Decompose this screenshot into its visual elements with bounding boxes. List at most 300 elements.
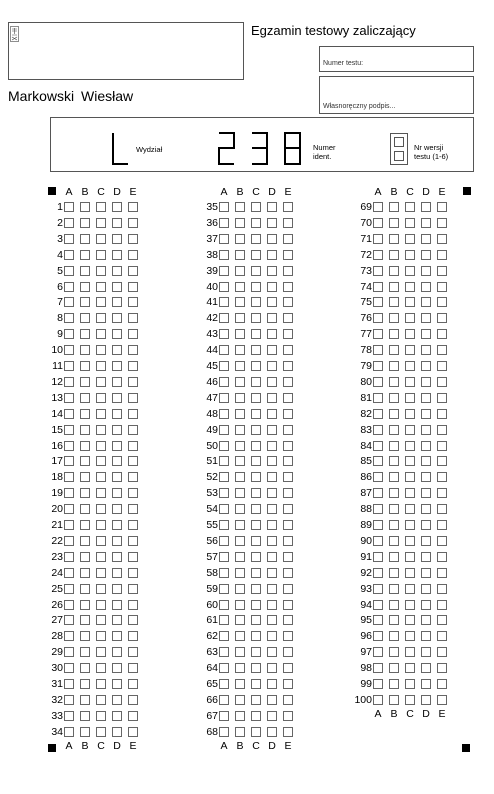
question-number: 25 <box>51 582 63 595</box>
ident-label: Numer ident. <box>313 143 336 161</box>
answer-checkbox-70-e[interactable] <box>437 218 447 228</box>
answer-checkbox-96-a[interactable] <box>373 631 383 641</box>
answer-checkbox-98-d[interactable] <box>421 663 431 673</box>
answer-checkbox-93-c[interactable] <box>405 584 415 594</box>
answer-checkbox-77-e[interactable] <box>437 329 447 339</box>
answer-checkbox-93-a[interactable] <box>373 584 383 594</box>
answer-checkbox-70-d[interactable] <box>421 218 431 228</box>
question-number: 85 <box>360 455 372 468</box>
question-number: 40 <box>206 280 218 293</box>
question-number: 52 <box>206 471 218 484</box>
question-row <box>0 550 372 566</box>
answer-checkbox-79-a[interactable] <box>373 361 383 371</box>
answer-checkbox-68-b[interactable] <box>235 727 245 737</box>
answer-checkbox-73-e[interactable] <box>437 266 447 276</box>
question-number: 6 <box>57 280 63 293</box>
question-row <box>0 518 372 534</box>
answer-checkbox-71-b[interactable] <box>389 234 399 244</box>
answer-checkbox-93-d[interactable] <box>421 584 431 594</box>
answer-checkbox-90-b[interactable] <box>389 536 399 546</box>
answer-checkbox-72-d[interactable] <box>421 250 431 260</box>
student-info-box <box>8 22 244 80</box>
answer-checkbox-89-d[interactable] <box>421 520 431 530</box>
answer-checkbox-94-b[interactable] <box>389 600 399 610</box>
answer-checkbox-83-e[interactable] <box>437 425 447 435</box>
answer-checkbox-81-b[interactable] <box>389 393 399 403</box>
answer-checkbox-90-c[interactable] <box>405 536 415 546</box>
answer-checkbox-77-a[interactable] <box>373 329 383 339</box>
answer-checkbox-83-b[interactable] <box>389 425 399 435</box>
answer-checkbox-74-e[interactable] <box>437 282 447 292</box>
answer-checkbox-82-a[interactable] <box>373 409 383 419</box>
question-row <box>0 232 372 248</box>
question-number: 84 <box>360 439 372 452</box>
answer-checkbox-67-d[interactable] <box>267 711 277 721</box>
question-number: 90 <box>360 534 372 547</box>
answer-checkbox-68-c[interactable] <box>251 727 261 737</box>
answer-checkbox-84-c[interactable] <box>405 441 415 451</box>
question-number: 32 <box>51 693 63 706</box>
answer-checkbox-81-e[interactable] <box>437 393 447 403</box>
answer-checkbox-74-a[interactable] <box>373 282 383 292</box>
question-number: 73 <box>360 264 372 277</box>
answer-checkbox-72-e[interactable] <box>437 250 447 260</box>
option-letter: E <box>129 186 137 198</box>
answer-checkbox-83-d[interactable] <box>421 425 431 435</box>
answer-checkbox-79-d[interactable] <box>421 361 431 371</box>
question-row <box>0 407 372 423</box>
question-number: 58 <box>206 566 218 579</box>
version-box-1[interactable] <box>394 137 404 147</box>
answer-checkbox-94-e[interactable] <box>437 600 447 610</box>
question-row <box>0 470 372 486</box>
answer-checkbox-82-d[interactable] <box>421 409 431 419</box>
student-name: Markowski Wiesław <box>8 88 134 104</box>
question-number: 4 <box>57 248 63 261</box>
faculty-label: Wydział <box>136 145 163 154</box>
question-number: 70 <box>360 216 372 229</box>
registration-marker-bottom-left <box>48 744 56 752</box>
question-row <box>0 423 372 439</box>
question-number: 11 <box>52 360 63 372</box>
option-letter: A <box>374 186 382 198</box>
question-number: 75 <box>360 296 372 309</box>
option-letter: E <box>284 186 292 198</box>
answer-checkbox-90-e[interactable] <box>437 536 447 546</box>
answer-checkbox-92-e[interactable] <box>437 568 447 578</box>
answer-checkbox-77-d[interactable] <box>421 329 431 339</box>
answer-checkbox-75-b[interactable] <box>389 297 399 307</box>
question-number: 41 <box>206 296 218 309</box>
question-number: 80 <box>360 375 372 388</box>
question-number: 37 <box>206 232 218 245</box>
question-row <box>0 486 372 502</box>
question-number: 8 <box>57 312 63 325</box>
answer-checkbox-89-a[interactable] <box>373 520 383 530</box>
answer-checkbox-75-d[interactable] <box>421 297 431 307</box>
answer-checkbox-100-e[interactable] <box>437 695 447 705</box>
answer-checkbox-90-a[interactable] <box>373 536 383 546</box>
question-number: 96 <box>360 630 372 643</box>
option-letter: B <box>390 707 398 720</box>
ident-digit-8 <box>283 132 303 166</box>
answer-checkbox-85-d[interactable] <box>421 456 431 466</box>
answer-checkbox-76-b[interactable] <box>389 313 399 323</box>
answer-checkbox-90-d[interactable] <box>421 536 431 546</box>
question-number: 99 <box>360 678 372 690</box>
answer-checkbox-99-b[interactable] <box>389 679 399 689</box>
answer-checkbox-82-b[interactable] <box>389 409 399 419</box>
question-number: 91 <box>360 550 372 563</box>
question-number: 22 <box>51 534 63 547</box>
question-number: 87 <box>360 487 372 500</box>
option-letter: C <box>97 739 105 752</box>
question-number: 5 <box>57 264 63 277</box>
answer-checkbox-92-c[interactable] <box>405 568 415 578</box>
question-number: 97 <box>360 646 372 659</box>
answer-checkbox-69-d[interactable] <box>421 202 431 212</box>
answer-checkbox-85-c[interactable] <box>405 456 415 466</box>
question-number: 35 <box>206 201 218 213</box>
answer-checkbox-72-a[interactable] <box>373 250 383 260</box>
answer-checkbox-86-a[interactable] <box>373 472 383 482</box>
question-number: 55 <box>206 519 218 531</box>
answer-checkbox-88-d[interactable] <box>421 504 431 514</box>
answer-checkbox-91-e[interactable] <box>437 552 447 562</box>
answer-checkbox-72-b[interactable] <box>389 250 399 260</box>
answer-checkbox-76-e[interactable] <box>437 313 447 323</box>
answer-checkbox-85-a[interactable] <box>373 456 383 466</box>
answer-checkbox-83-a[interactable] <box>373 425 383 435</box>
answer-checkbox-84-a[interactable] <box>373 441 383 451</box>
option-letter: B <box>81 186 89 198</box>
registration-marker-bottom-right <box>462 744 470 752</box>
question-number: 44 <box>206 344 218 357</box>
version-box-2[interactable] <box>394 151 404 161</box>
answer-checkbox-81-d[interactable] <box>421 393 431 403</box>
answer-checkbox-78-b[interactable] <box>389 345 399 355</box>
answer-checkbox-95-b[interactable] <box>389 615 399 625</box>
option-letter: E <box>438 186 446 198</box>
answer-checkbox-82-c[interactable] <box>405 409 415 419</box>
question-number: 88 <box>360 503 372 516</box>
question-row <box>0 439 372 455</box>
answer-checkbox-78-c[interactable] <box>405 345 415 355</box>
option-letter: C <box>252 739 260 752</box>
answer-checkbox-88-c[interactable] <box>405 504 415 514</box>
answer-checkbox-71-c[interactable] <box>405 234 415 244</box>
question-row <box>0 629 372 645</box>
question-row <box>0 200 372 216</box>
answer-checkbox-91-b[interactable] <box>389 552 399 562</box>
answer-checkbox-86-e[interactable] <box>437 472 447 482</box>
version-label: Nr wersji testu (1-6) <box>414 143 449 161</box>
answer-checkbox-74-d[interactable] <box>421 282 431 292</box>
answer-checkbox-73-a[interactable] <box>373 266 383 276</box>
option-letter: E <box>129 739 137 752</box>
question-number: 16 <box>51 439 63 452</box>
answer-checkbox-94-a[interactable] <box>373 600 383 610</box>
answer-checkbox-88-e[interactable] <box>437 504 447 514</box>
question-number: 71 <box>360 232 372 245</box>
answer-checkbox-92-a[interactable] <box>373 568 383 578</box>
answer-checkbox-80-c[interactable] <box>405 377 415 387</box>
answer-checkbox-79-e[interactable] <box>437 361 447 371</box>
answer-checkbox-96-d[interactable] <box>421 631 431 641</box>
question-row <box>0 375 372 391</box>
answer-checkbox-100-a[interactable] <box>373 695 383 705</box>
answer-checkbox-91-a[interactable] <box>373 552 383 562</box>
answer-checkbox-71-d[interactable] <box>421 234 431 244</box>
question-number: 29 <box>51 646 63 659</box>
question-row <box>0 280 372 296</box>
question-number: 23 <box>51 550 63 563</box>
answer-checkbox-87-e[interactable] <box>437 488 447 498</box>
registration-marker-top-left <box>48 187 56 195</box>
answer-checkbox-80-e[interactable] <box>437 377 447 387</box>
answer-checkbox-76-d[interactable] <box>421 313 431 323</box>
option-letter: A <box>374 707 382 720</box>
answer-checkbox-97-b[interactable] <box>389 647 399 657</box>
answer-checkbox-67-e[interactable] <box>283 711 293 721</box>
option-letter: C <box>252 186 260 198</box>
question-number: 15 <box>51 423 63 436</box>
question-number: 48 <box>206 407 218 420</box>
question-number: 26 <box>51 598 63 611</box>
answer-checkbox-70-c[interactable] <box>405 218 415 228</box>
question-number: 57 <box>206 550 218 563</box>
registration-marker-top-right <box>463 187 471 195</box>
question-row <box>0 454 372 470</box>
question-number: 94 <box>360 598 372 611</box>
answer-checkbox-86-b[interactable] <box>389 472 399 482</box>
question-row <box>0 677 372 693</box>
question-number: 65 <box>206 678 218 690</box>
answer-checkbox-96-b[interactable] <box>389 631 399 641</box>
question-row <box>0 661 372 677</box>
question-number: 2 <box>57 216 63 229</box>
answer-checkbox-97-c[interactable] <box>405 647 415 657</box>
answer-checkbox-70-a[interactable] <box>373 218 383 228</box>
answer-checkbox-68-d[interactable] <box>267 727 277 737</box>
answer-checkbox-79-c[interactable] <box>405 361 415 371</box>
question-number: 36 <box>206 216 218 229</box>
answer-checkbox-70-b[interactable] <box>389 218 399 228</box>
question-number: 79 <box>360 360 372 372</box>
option-letter: A <box>65 186 73 198</box>
question-number: 50 <box>206 439 218 452</box>
answer-checkbox-76-a[interactable] <box>373 313 383 323</box>
answer-checkbox-67-b[interactable] <box>235 711 245 721</box>
question-number: 24 <box>51 566 63 579</box>
test-number-label: Numer testu: <box>323 60 364 67</box>
question-number: 49 <box>206 423 218 436</box>
answer-checkbox-97-e[interactable] <box>437 647 447 657</box>
question-number: 95 <box>360 614 372 627</box>
question-number: 66 <box>206 693 218 706</box>
question-row <box>0 343 372 359</box>
answer-checkbox-69-e[interactable] <box>437 202 447 212</box>
answer-checkbox-86-c[interactable] <box>405 472 415 482</box>
option-letter: A <box>65 739 73 752</box>
answer-checkbox-80-d[interactable] <box>421 377 431 387</box>
question-number: 92 <box>360 566 372 579</box>
answer-checkbox-87-a[interactable] <box>373 488 383 498</box>
option-letter: C <box>406 186 414 198</box>
question-number: 83 <box>360 423 372 436</box>
answer-checkbox-80-b[interactable] <box>389 377 399 387</box>
question-number: 17 <box>51 455 63 468</box>
answer-checkbox-94-d[interactable] <box>421 600 431 610</box>
answer-checkbox-67-a[interactable] <box>219 711 229 721</box>
answer-checkbox-93-b[interactable] <box>389 584 399 594</box>
question-number: 69 <box>360 201 372 213</box>
answer-checkbox-98-e[interactable] <box>437 663 447 673</box>
question-number: 27 <box>51 614 63 627</box>
question-row <box>0 709 218 725</box>
answer-checkbox-82-e[interactable] <box>437 409 447 419</box>
answer-checkbox-81-a[interactable] <box>373 393 383 403</box>
question-row <box>0 391 372 407</box>
question-number: 38 <box>206 248 218 261</box>
answer-checkbox-68-a[interactable] <box>219 727 229 737</box>
option-letter: D <box>422 186 430 198</box>
answer-checkbox-91-d[interactable] <box>421 552 431 562</box>
answer-checkbox-96-e[interactable] <box>437 631 447 641</box>
question-number: 86 <box>360 471 372 484</box>
question-number: 10 <box>51 344 63 357</box>
answer-checkbox-71-a[interactable] <box>373 234 383 244</box>
option-letter: D <box>268 186 276 198</box>
question-row <box>0 598 372 614</box>
question-number: 78 <box>360 344 372 357</box>
answer-checkbox-69-b[interactable] <box>389 202 399 212</box>
question-row <box>0 613 372 629</box>
answer-checkbox-88-b[interactable] <box>389 504 399 514</box>
answer-checkbox-75-a[interactable] <box>373 297 383 307</box>
question-number: 56 <box>206 534 218 547</box>
answer-checkbox-98-a[interactable] <box>373 663 383 673</box>
question-row <box>0 359 372 375</box>
answer-checkbox-87-b[interactable] <box>389 488 399 498</box>
answer-checkbox-99-d[interactable] <box>421 679 431 689</box>
answer-checkbox-89-b[interactable] <box>389 520 399 530</box>
answer-checkbox-92-b[interactable] <box>389 568 399 578</box>
question-number: 12 <box>51 375 63 388</box>
answer-checkbox-97-a[interactable] <box>373 647 383 657</box>
answer-checkbox-83-c[interactable] <box>405 425 415 435</box>
answer-checkbox-91-c[interactable] <box>405 552 415 562</box>
answer-checkbox-88-a[interactable] <box>373 504 383 514</box>
answer-checkbox-96-c[interactable] <box>405 631 415 641</box>
answer-checkbox-98-b[interactable] <box>389 663 399 673</box>
answer-checkbox-87-c[interactable] <box>405 488 415 498</box>
answer-checkbox-78-a[interactable] <box>373 345 383 355</box>
answer-checkbox-78-d[interactable] <box>421 345 431 355</box>
option-letter: D <box>268 739 276 752</box>
answer-checkbox-98-c[interactable] <box>405 663 415 673</box>
answer-checkbox-89-e[interactable] <box>437 520 447 530</box>
answer-checkbox-73-c[interactable] <box>405 266 415 276</box>
question-number: 28 <box>51 630 63 643</box>
answer-checkbox-99-c[interactable] <box>405 679 415 689</box>
answer-checkbox-77-b[interactable] <box>389 329 399 339</box>
answer-checkbox-79-b[interactable] <box>389 361 399 371</box>
answer-checkbox-81-c[interactable] <box>405 393 415 403</box>
question-number: 63 <box>206 646 218 659</box>
answer-checkbox-84-b[interactable] <box>389 441 399 451</box>
answer-checkbox-74-c[interactable] <box>405 282 415 292</box>
question-number: 64 <box>206 662 218 675</box>
answer-checkbox-95-c[interactable] <box>405 615 415 625</box>
answer-checkbox-86-d[interactable] <box>421 472 431 482</box>
answer-checkbox-69-a[interactable] <box>373 202 383 212</box>
question-row <box>0 566 372 582</box>
answer-checkbox-95-e[interactable] <box>437 615 447 625</box>
answer-checkbox-73-b[interactable] <box>389 266 399 276</box>
answer-checkbox-85-e[interactable] <box>437 456 447 466</box>
answer-checkbox-71-e[interactable] <box>437 234 447 244</box>
answer-checkbox-73-d[interactable] <box>421 266 431 276</box>
question-row <box>0 693 372 709</box>
signature-field[interactable] <box>319 76 474 114</box>
answer-checkbox-100-c[interactable] <box>405 695 415 705</box>
question-number: 45 <box>206 360 218 372</box>
answer-checkbox-95-a[interactable] <box>373 615 383 625</box>
answer-checkbox-94-c[interactable] <box>405 600 415 610</box>
answer-checkbox-77-c[interactable] <box>405 329 415 339</box>
answer-checkbox-89-c[interactable] <box>405 520 415 530</box>
answer-checkbox-75-e[interactable] <box>437 297 447 307</box>
question-number: 68 <box>206 725 218 738</box>
answer-checkbox-93-e[interactable] <box>437 584 447 594</box>
question-row <box>0 264 372 280</box>
answer-checkbox-95-d[interactable] <box>421 615 431 625</box>
ident-digit-2 <box>217 132 237 166</box>
answer-checkbox-100-d[interactable] <box>421 695 431 705</box>
answer-checkbox-75-c[interactable] <box>405 297 415 307</box>
test-number-field[interactable] <box>319 46 474 72</box>
answer-checkbox-85-b[interactable] <box>389 456 399 466</box>
question-number: 53 <box>206 487 218 500</box>
answer-checkbox-99-e[interactable] <box>437 679 447 689</box>
question-number: 72 <box>360 248 372 261</box>
option-letter: A <box>220 739 228 752</box>
question-row <box>0 327 372 343</box>
answer-checkbox-92-d[interactable] <box>421 568 431 578</box>
question-number: 47 <box>206 391 218 404</box>
answer-checkbox-72-c[interactable] <box>405 250 415 260</box>
answer-checkbox-84-d[interactable] <box>421 441 431 451</box>
answer-checkbox-99-a[interactable] <box>373 679 383 689</box>
answer-checkbox-80-a[interactable] <box>373 377 383 387</box>
question-number: 51 <box>206 455 218 468</box>
answer-checkbox-87-d[interactable] <box>421 488 431 498</box>
answer-checkbox-97-d[interactable] <box>421 647 431 657</box>
exam-title: Egzamin testowy zaliczający <box>251 23 416 38</box>
answer-checkbox-69-c[interactable] <box>405 202 415 212</box>
answer-checkbox-78-e[interactable] <box>437 345 447 355</box>
question-number: 3 <box>57 232 63 245</box>
answer-checkbox-68-e[interactable] <box>283 727 293 737</box>
answer-checkbox-76-c[interactable] <box>405 313 415 323</box>
option-letter: B <box>236 186 244 198</box>
answer-checkbox-100-b[interactable] <box>389 695 399 705</box>
answer-checkbox-67-c[interactable] <box>251 711 261 721</box>
question-number: 46 <box>206 375 218 388</box>
answer-checkbox-74-b[interactable] <box>389 282 399 292</box>
answer-checkbox-84-e[interactable] <box>437 441 447 451</box>
